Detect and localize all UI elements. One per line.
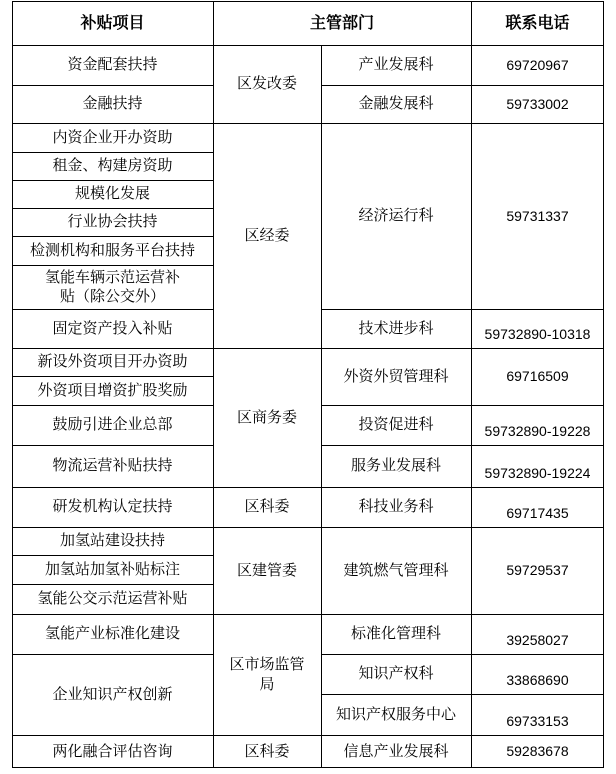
committee-cell: 区商务委	[236, 407, 297, 426]
grid-line	[12, 85, 213, 86]
grid-line	[12, 45, 604, 46]
grid-line	[12, 654, 213, 655]
project-cell: 租金、构建房资助	[52, 156, 173, 175]
project-cell: 外资项目增资扩股奖励	[37, 380, 188, 399]
phone-cell: 59732890-19228	[484, 422, 591, 439]
committee-cell: 区市场监管局	[229, 655, 305, 693]
grid-line	[12, 735, 604, 736]
project-cell: 研发机构认定扶持	[52, 497, 173, 516]
project-cell: 检测机构和服务平台扶持	[29, 240, 195, 259]
section-cell: 金融发展科	[358, 94, 434, 113]
phone-cell: 69717435	[506, 504, 569, 521]
project-cell: 加氢站建设扶持	[59, 531, 165, 550]
phone-cell: 69716509	[506, 368, 569, 385]
project-cell: 氢能公交示范运营补贴	[37, 589, 188, 608]
grid-line	[321, 45, 322, 768]
project-cell: 内资企业开办资助	[52, 127, 173, 146]
grid-line	[12, 614, 604, 615]
phone-cell: 59729537	[506, 562, 569, 579]
grid-line	[12, 487, 604, 488]
grid-line	[321, 85, 604, 86]
phone-cell: 59731337	[506, 207, 569, 224]
grid-line	[471, 1, 472, 768]
project-cell: 加氢站加氢补贴标注	[44, 559, 180, 578]
project-cell: 氢能产业标准化建设	[44, 624, 180, 643]
grid-line	[12, 180, 213, 181]
section-cell: 产业发展科	[358, 55, 434, 74]
phone-cell: 69720967	[506, 56, 569, 73]
section-cell: 建筑燃气管理科	[343, 560, 449, 579]
grid-line	[321, 309, 604, 310]
grid-line	[12, 584, 213, 585]
phone-cell: 33868690	[506, 671, 569, 688]
section-cell: 知识产权科	[358, 664, 434, 683]
grid-line	[12, 236, 213, 237]
grid-line	[12, 405, 213, 406]
project-cell: 行业协会扶持	[67, 212, 158, 231]
grid-line	[321, 654, 604, 655]
grid-line	[12, 376, 213, 377]
section-cell: 经济运行科	[358, 206, 434, 225]
grid-line	[213, 1, 214, 768]
project-cell: 两化融合评估咨询	[52, 741, 173, 760]
project-cell: 资金配套扶持	[67, 55, 158, 74]
grid-line	[12, 1, 13, 768]
phone-cell: 39258027	[506, 631, 569, 648]
grid-line	[321, 405, 604, 406]
grid-line	[12, 767, 604, 768]
phone-cell: 59283678	[506, 743, 569, 760]
project-cell: 固定资产投入补贴	[52, 318, 173, 337]
grid-line	[603, 1, 604, 768]
grid-line	[12, 527, 604, 528]
project-cell: 规模化发展	[74, 184, 150, 203]
project-cell: 金融扶持	[82, 94, 143, 113]
section-cell: 外资外贸管理科	[343, 366, 449, 385]
committee-cell: 区科委	[244, 741, 290, 760]
grid-line	[321, 694, 604, 695]
section-cell: 标准化管理科	[350, 624, 441, 643]
grid-line	[12, 208, 213, 209]
grid-line	[12, 348, 604, 349]
grid-line	[12, 309, 213, 310]
section-cell: 服务业发展科	[350, 456, 441, 475]
header-department: 主管部门	[309, 12, 374, 32]
project-cell: 氢能车辆示范运营补贴（除公交外）	[44, 267, 180, 305]
committee-cell: 区发改委	[236, 74, 297, 93]
header-project: 补贴项目	[80, 12, 145, 32]
grid-line	[12, 445, 213, 446]
grid-line	[12, 555, 213, 556]
project-cell: 鼓励引进企业总部	[52, 415, 173, 434]
grid-line	[12, 265, 213, 266]
section-cell: 科技业务科	[358, 497, 434, 516]
section-cell: 知识产权服务中心	[335, 704, 456, 723]
committee-cell: 区科委	[244, 497, 290, 516]
phone-cell: 59732890-19224	[484, 464, 591, 481]
phone-cell: 59733002	[506, 95, 569, 112]
phone-cell: 69733153	[506, 712, 569, 729]
grid-line	[12, 123, 604, 124]
committee-cell: 区建管委	[236, 560, 297, 579]
committee-cell: 区经委	[244, 225, 290, 244]
phone-cell: 59732890-10318	[484, 325, 591, 342]
grid-line	[12, 1, 604, 2]
grid-line	[12, 152, 213, 153]
header-phone: 联系电话	[505, 12, 570, 32]
section-cell: 信息产业发展科	[343, 741, 449, 760]
project-cell: 新设外资项目开办资助	[37, 352, 188, 371]
project-cell: 物流运营补贴扶持	[52, 456, 173, 475]
section-cell: 技术进步科	[358, 318, 434, 337]
project-cell: 企业知识产权创新	[52, 684, 173, 703]
grid-line	[321, 445, 604, 446]
section-cell: 投资促进科	[358, 415, 434, 434]
